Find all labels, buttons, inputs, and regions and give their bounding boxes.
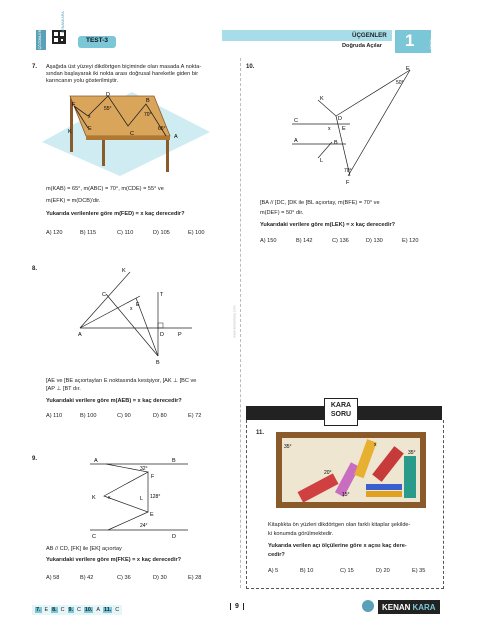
q11-text-1: Kitaplıkta ön yüzleri dikdörtgen olan farklı kitaplar şekilde- [268, 522, 411, 528]
q7-number: 7. [32, 64, 38, 70]
watermark: www.kenankara.com [232, 305, 237, 338]
q10-label-x: x [328, 126, 331, 132]
q10-label-a: A [294, 138, 298, 144]
q10-given-1: [BA // [DC, [DK ile [BL açıortay, m(BFE) = 70° ve [260, 200, 380, 206]
q11-option-a[interactable]: A) 5 [268, 568, 279, 574]
brand-name [378, 600, 440, 614]
q9-option-c[interactable]: C) 36 [117, 575, 131, 581]
q10-label-l: L [320, 158, 324, 164]
q9-option-a[interactable]: A) 58 [46, 575, 60, 581]
q9-given-1: AB // CD, [FK] ile [EK] açıortay [46, 546, 122, 552]
q11-angle-20: 20° [324, 470, 332, 476]
q10-option-e[interactable]: E) 120 [402, 238, 419, 244]
q11-angle-35-right: 35° [408, 450, 416, 456]
brand-name-second: KARA [412, 602, 436, 612]
q11-option-e[interactable]: E) 35 [412, 568, 426, 574]
answer-key [32, 605, 122, 615]
q9-question: Yukarıdaki verilere göre m(FKE) = x kaç derecedir? [46, 557, 182, 563]
q7-label-b: B [146, 98, 150, 104]
q9-label-d: D [172, 534, 176, 540]
brand-logo-icon [362, 600, 374, 612]
q8-option-e[interactable]: E) 72 [188, 413, 202, 419]
q7-option-c[interactable]: C) 110 [117, 230, 134, 236]
q9-label-c: C [92, 534, 96, 540]
q7-option-a[interactable]: A) 120 [46, 230, 63, 236]
q7-label-f: F [72, 102, 76, 108]
q9-label-x: x [108, 495, 111, 501]
answer-key-value: C [115, 607, 120, 613]
q8-label-c: C [102, 292, 106, 298]
q10-question: Yukarıdaki verilere göre m(LEK) = x kaç derecedir? [260, 222, 396, 228]
header-side-label-2: KENANKARA [61, 11, 65, 33]
test-label: TEST-3 [78, 36, 116, 48]
q8-given-2: [AP ⊥ [BT dır. [46, 386, 81, 392]
q7-label-d: D [106, 92, 110, 98]
q10-label-b: B [334, 140, 338, 146]
answer-key-value: C [60, 607, 65, 613]
q11-question-2: cedir? [268, 552, 285, 558]
q11-angle-35-left: 35° [284, 444, 292, 450]
q8-option-a[interactable]: A) 110 [46, 413, 63, 419]
q8-label-a: A [78, 332, 82, 338]
q9-label-f: F [151, 474, 155, 480]
unit-number: 1 [405, 31, 415, 50]
q8-option-c[interactable]: C) 90 [117, 413, 131, 419]
q10-option-b[interactable]: B) 142 [296, 238, 313, 244]
q7-option-d[interactable]: D) 105 [153, 230, 170, 236]
answer-key-number: 9. [68, 607, 74, 613]
q7-text-3: karıncanın yolu gösterilmiştir. [46, 78, 119, 84]
q10-number: 10. [246, 64, 255, 70]
q10-label-f: F [346, 180, 350, 186]
q11-option-b[interactable]: B) 10 [300, 568, 314, 574]
column-divider [240, 58, 241, 588]
q7-angle-55: 55° [104, 106, 112, 112]
answer-key-number: 7. [36, 607, 41, 613]
answer-key-value: C [77, 607, 81, 613]
q10-option-c[interactable]: C) 136 [332, 238, 349, 244]
q10-label-c: C [294, 118, 298, 124]
q7-given-1: m(KAB) = 65°, m(ABC) = 70°, m(CDE) = 55° ve [46, 186, 164, 192]
q7-label-c: C [130, 131, 134, 137]
q7-question: Yukarıda verilenlere göre m(FED) = x kaç derecedir? [46, 211, 185, 217]
answer-key-value: A [96, 607, 101, 613]
header-side-label: ÇÖZÜMLER [38, 29, 43, 50]
q7-option-b[interactable]: B) 115 [80, 230, 97, 236]
q8-label-p: P [178, 332, 182, 338]
q11-number: 11. [256, 430, 265, 436]
q7-angle-65: 65° [158, 126, 166, 132]
q9-angle-128: 128° [150, 494, 161, 500]
q8-option-d[interactable]: D) 80 [153, 413, 167, 419]
answer-key-number: 11. [104, 607, 112, 613]
q7-label-e: E [88, 126, 92, 132]
q8-question: Yukarıdaki verilere göre m(AEB) = x kaç derecedir? [46, 398, 182, 404]
q10-label-k: K [320, 96, 324, 102]
q10-figure [288, 64, 438, 188]
brand-name-first: KENAN [382, 602, 411, 612]
kara-soru-badge-line-2: SORU [330, 411, 352, 418]
q11-question-1: Yukarıda verilen açı ölçülerine göre x açısı kaç dere- [268, 543, 407, 549]
q7-label-a: A [174, 134, 178, 140]
q8-label-x: x [130, 306, 133, 312]
q10-option-a[interactable]: A) 150 [260, 238, 277, 244]
q10-given-2: m(DEF) = 50° dir. [260, 210, 304, 216]
page-number: 9 [230, 603, 244, 610]
q9-figure [84, 456, 194, 540]
q7-text-1: Aşağıda üst yüzeyi dikdörtgen biçiminde olan masada A nokta- [46, 64, 202, 70]
q8-number: 8. [32, 266, 38, 272]
q9-number: 9. [32, 456, 38, 462]
q10-label-e: E [342, 126, 346, 132]
q8-label-k: K [122, 268, 126, 274]
q10-label-e-top: E [406, 66, 410, 72]
q9-option-b[interactable]: B) 42 [80, 575, 94, 581]
q7-label-k: K [68, 129, 72, 135]
q11-option-d[interactable]: D) 20 [376, 568, 390, 574]
q9-label-l: L [140, 496, 144, 502]
q10-angle-50: 50° [396, 80, 404, 86]
q7-option-e[interactable]: E) 100 [188, 230, 205, 236]
answer-key-number: 8. [52, 607, 57, 613]
q9-angle-24: 24° [140, 523, 148, 529]
q7-label-x: x [88, 114, 91, 120]
q8-label-d: D [160, 332, 164, 338]
q11-label-x: x [374, 442, 377, 448]
header-topic: ÜÇGENLER [352, 32, 387, 39]
q8-label-b: B [156, 360, 160, 366]
q7-figure [40, 88, 210, 176]
q11-option-c[interactable]: C) 15 [340, 568, 354, 574]
kara-soru-badge-line-1: KARA [330, 402, 352, 409]
q9-option-d[interactable]: D) 30 [153, 575, 167, 581]
answer-key-number: 10. [84, 607, 93, 613]
q9-label-a: A [94, 458, 98, 464]
q8-option-b[interactable]: B) 100 [80, 413, 97, 419]
q9-label-b: B [172, 458, 176, 464]
q11-text-2: ki konumda görülmektedir. [268, 531, 334, 537]
q10-angle-70: 70° [344, 168, 352, 174]
q10-label-d: D [338, 116, 342, 122]
q7-given-2: m(EFK) = m(DCB)'dir. [46, 198, 101, 204]
q7-text-2: sından başlayarak iki nokta arası doğrusal hareketle giden bir [46, 71, 199, 77]
q9-option-e[interactable]: E) 28 [188, 575, 202, 581]
q11-angle-15: 15° [342, 492, 350, 498]
header-subtopic: Doğruda Açılar [342, 43, 382, 49]
q8-label-e: E [136, 302, 140, 308]
q8-figure [72, 266, 202, 366]
q11-bookshelf-figure [276, 432, 426, 508]
q7-angle-70: 70° [144, 112, 152, 118]
q10-option-d[interactable]: D) 130 [366, 238, 383, 244]
q8-given-1: [AE ve [BE açıortayları E noktasında kesişiyor, [AK ⊥ [BC ve [46, 378, 197, 384]
q9-label-e: E [150, 512, 154, 518]
answer-key-value: E [44, 607, 49, 613]
q9-label-k: K [92, 495, 96, 501]
q8-label-t: T [160, 292, 164, 298]
q9-angle-32: 32° [140, 466, 148, 472]
unit-label: ÜNİTE [429, 38, 434, 49]
